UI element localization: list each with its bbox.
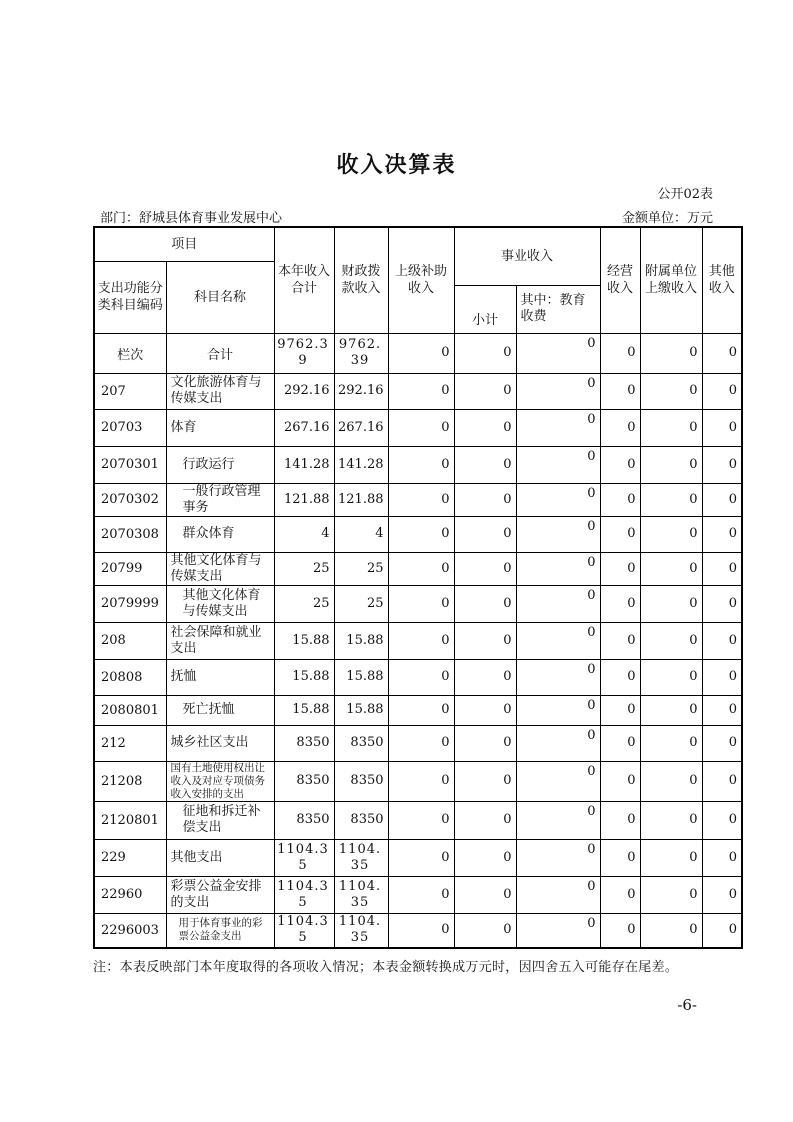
edu-fee-cell: 0 (516, 913, 600, 948)
other-cell: 0 (702, 585, 742, 622)
fiscal-cell: 9762.39 (334, 333, 388, 373)
code-cell: 2070308 (94, 516, 166, 552)
superior-cell: 0 (388, 695, 454, 725)
header-other: 其他收入 (702, 227, 742, 333)
subtotal-cell: 0 (454, 483, 516, 516)
table-row (94, 801, 742, 839)
other-cell: 0 (702, 801, 742, 839)
edu-fee-cell: 0 (516, 483, 600, 516)
operating-cell: 0 (600, 373, 640, 409)
other-cell: 0 (702, 839, 742, 876)
table-row (94, 761, 742, 801)
header-fiscal: 财政拨款收入 (334, 227, 388, 333)
subtotal-cell: 0 (454, 516, 516, 552)
edu-fee-cell: 0 (516, 516, 600, 552)
total-income-cell: 141.28 (274, 446, 334, 483)
superior-cell: 0 (388, 876, 454, 913)
other-cell: 0 (702, 761, 742, 801)
unit-label: 金额单位：万元 (621, 211, 713, 226)
subject-name-cell: 国有土地使用权出让收入及对应专项债务收入安排的支出 (166, 761, 274, 801)
table-row (94, 585, 742, 622)
total-row (94, 333, 742, 373)
other-cell: 0 (702, 552, 742, 585)
subject-name-cell: 群众体育 (166, 516, 274, 552)
affiliated-cell: 0 (640, 839, 702, 876)
superior-cell: 0 (388, 725, 454, 761)
fiscal-cell: 141.28 (334, 446, 388, 483)
table-row (94, 373, 742, 409)
subtotal-cell: 0 (454, 725, 516, 761)
subtotal-cell: 0 (454, 659, 516, 695)
fiscal-cell: 25 (334, 585, 388, 622)
operating-cell: 0 (600, 695, 640, 725)
subtotal-cell: 0 (454, 761, 516, 801)
total-income-cell: 1104.35 (274, 876, 334, 913)
fiscal-cell: 15.88 (334, 695, 388, 725)
subtotal-cell: 0 (454, 622, 516, 659)
other-cell: 0 (702, 446, 742, 483)
affiliated-cell: 0 (640, 659, 702, 695)
edu-fee-cell: 0 (516, 552, 600, 585)
total-income-cell: 292.16 (274, 373, 334, 409)
other-cell: 0 (702, 483, 742, 516)
header-item: 项目 (94, 227, 274, 261)
operating-cell: 0 (600, 516, 640, 552)
fiscal-cell: 25 (334, 552, 388, 585)
header-operating: 经营收入 (600, 227, 640, 333)
other-cell: 0 (702, 695, 742, 725)
fiscal-cell: 8350 (334, 725, 388, 761)
code-cell: 229 (94, 839, 166, 876)
subject-name-cell: 其他文化体育与传媒支出 (166, 585, 274, 622)
total-income-cell: 15.88 (274, 622, 334, 659)
edu-fee-cell: 0 (516, 761, 600, 801)
superior-cell: 0 (388, 333, 454, 373)
code-cell: 2079999 (94, 585, 166, 622)
affiliated-cell: 0 (640, 516, 702, 552)
superior-cell: 0 (388, 409, 454, 446)
operating-cell: 0 (600, 622, 640, 659)
subtotal-cell: 0 (454, 839, 516, 876)
other-cell: 0 (702, 516, 742, 552)
operating-cell: 0 (600, 446, 640, 483)
total-income-cell: 9762.39 (274, 333, 334, 373)
header-affiliated: 附属单位上缴收入 (640, 227, 702, 333)
total-income-cell: 8350 (274, 801, 334, 839)
table-body (94, 333, 742, 948)
fiscal-cell: 1104.35 (334, 839, 388, 876)
edu-fee-cell: 0 (516, 725, 600, 761)
superior-cell: 0 (388, 913, 454, 948)
code-cell: 20799 (94, 552, 166, 585)
subject-name-cell: 城乡社区支出 (166, 725, 274, 761)
superior-cell: 0 (388, 761, 454, 801)
affiliated-cell: 0 (640, 333, 702, 373)
superior-cell: 0 (388, 552, 454, 585)
affiliated-cell: 0 (640, 801, 702, 839)
other-cell: 0 (702, 876, 742, 913)
code-cell: 2296003 (94, 913, 166, 948)
affiliated-cell: 0 (640, 913, 702, 948)
header-edu-fee: 其中：教育收费 (516, 285, 600, 333)
code-cell: 2070302 (94, 483, 166, 516)
code-cell: 21208 (94, 761, 166, 801)
affiliated-cell: 0 (640, 622, 702, 659)
subject-name-cell: 一般行政管理事务 (166, 483, 274, 516)
edu-fee-cell: 0 (516, 585, 600, 622)
operating-cell: 0 (600, 761, 640, 801)
operating-cell: 0 (600, 483, 640, 516)
edu-fee-cell: 0 (516, 695, 600, 725)
subtotal-cell: 0 (454, 585, 516, 622)
table-row (94, 552, 742, 585)
table-row (94, 913, 742, 948)
fiscal-cell: 1104.35 (334, 913, 388, 948)
affiliated-cell: 0 (640, 552, 702, 585)
other-cell: 0 (702, 913, 742, 948)
superior-cell: 0 (388, 801, 454, 839)
affiliated-cell: 0 (640, 725, 702, 761)
other-cell: 0 (702, 409, 742, 446)
header-func-code: 支出功能分类科目编码 (94, 261, 166, 333)
code-cell: 2080801 (94, 695, 166, 725)
operating-cell: 0 (600, 552, 640, 585)
affiliated-cell: 0 (640, 409, 702, 446)
total-income-cell: 267.16 (274, 409, 334, 446)
affiliated-cell: 0 (640, 373, 702, 409)
other-cell: 0 (702, 622, 742, 659)
header-subject-name: 科目名称 (166, 261, 274, 333)
operating-cell: 0 (600, 801, 640, 839)
total-income-cell: 121.88 (274, 483, 334, 516)
total-income-cell: 8350 (274, 725, 334, 761)
code-cell: 20808 (94, 659, 166, 695)
superior-cell: 0 (388, 483, 454, 516)
table-row (94, 839, 742, 876)
operating-cell: 0 (600, 659, 640, 695)
subject-name-cell: 文化旅游体育与传媒支出 (166, 373, 274, 409)
subject-name-cell: 其他文化体育与传媒支出 (166, 552, 274, 585)
fiscal-cell: 15.88 (334, 659, 388, 695)
total-income-cell: 1104.35 (274, 839, 334, 876)
code-cell: 20703 (94, 409, 166, 446)
operating-cell: 0 (600, 913, 640, 948)
edu-fee-cell: 0 (516, 876, 600, 913)
superior-cell: 0 (388, 839, 454, 876)
subject-name-cell: 合计 (166, 333, 274, 373)
fiscal-cell: 121.88 (334, 483, 388, 516)
edu-fee-cell: 0 (516, 446, 600, 483)
footnote: 注：本表反映部门本年度取得的各项收入情况；本表金额转换成万元时，因四舍五入可能存在尾差。 (93, 960, 679, 975)
edu-fee-cell: 0 (516, 801, 600, 839)
operating-cell: 0 (600, 333, 640, 373)
other-cell: 0 (702, 659, 742, 695)
income-table (93, 226, 743, 949)
total-income-cell: 1104.35 (274, 913, 334, 948)
other-cell: 0 (702, 373, 742, 409)
page-number: -6- (677, 996, 697, 1014)
edu-fee-cell: 0 (516, 622, 600, 659)
header-subtotal: 小计 (454, 285, 516, 333)
other-cell: 0 (702, 333, 742, 373)
subtotal-cell: 0 (454, 409, 516, 446)
subtotal-cell: 0 (454, 876, 516, 913)
operating-cell: 0 (600, 876, 640, 913)
code-cell: 208 (94, 622, 166, 659)
subtotal-cell: 0 (454, 695, 516, 725)
page-title: 收入决算表 (336, 152, 457, 178)
operating-cell: 0 (600, 409, 640, 446)
department-label: 部门：舒城县体育事业发展中心 (100, 211, 283, 226)
code-cell: 212 (94, 725, 166, 761)
code-cell: 207 (94, 373, 166, 409)
edu-fee-cell: 0 (516, 659, 600, 695)
table-row (94, 516, 742, 552)
total-income-cell: 4 (274, 516, 334, 552)
subject-name-cell: 死亡抚恤 (166, 695, 274, 725)
fiscal-cell: 267.16 (334, 409, 388, 446)
header-total: 本年收入合计 (274, 227, 334, 333)
superior-cell: 0 (388, 516, 454, 552)
table-row (94, 622, 742, 659)
operating-cell: 0 (600, 839, 640, 876)
total-income-cell: 25 (274, 585, 334, 622)
subtotal-cell: 0 (454, 373, 516, 409)
affiliated-cell: 0 (640, 761, 702, 801)
subject-name-cell: 抚恤 (166, 659, 274, 695)
subtotal-cell: 0 (454, 446, 516, 483)
fiscal-cell: 1104.35 (334, 876, 388, 913)
fiscal-cell: 4 (334, 516, 388, 552)
table-row (94, 483, 742, 516)
table-row (94, 725, 742, 761)
affiliated-cell: 0 (640, 446, 702, 483)
affiliated-cell: 0 (640, 585, 702, 622)
superior-cell: 0 (388, 446, 454, 483)
operating-cell: 0 (600, 585, 640, 622)
table-row (94, 695, 742, 725)
superior-cell: 0 (388, 373, 454, 409)
code-cell: 22960 (94, 876, 166, 913)
operating-cell: 0 (600, 725, 640, 761)
subject-name-cell: 社会保障和就业支出 (166, 622, 274, 659)
superior-cell: 0 (388, 659, 454, 695)
edu-fee-cell: 0 (516, 409, 600, 446)
subject-name-cell: 体育 (166, 409, 274, 446)
code-cell: 2120801 (94, 801, 166, 839)
subject-name-cell: 其他支出 (166, 839, 274, 876)
row-label-cell: 栏次 (94, 333, 166, 373)
affiliated-cell: 0 (640, 695, 702, 725)
total-income-cell: 15.88 (274, 695, 334, 725)
superior-cell: 0 (388, 585, 454, 622)
header-superior: 上级补助收入 (388, 227, 454, 333)
code-cell: 2070301 (94, 446, 166, 483)
edu-fee-cell: 0 (516, 839, 600, 876)
subtotal-cell: 0 (454, 333, 516, 373)
fiscal-cell: 15.88 (334, 622, 388, 659)
total-income-cell: 25 (274, 552, 334, 585)
subject-name-cell: 行政运行 (166, 446, 274, 483)
total-income-cell: 15.88 (274, 659, 334, 695)
superior-cell: 0 (388, 622, 454, 659)
subject-name-cell: 彩票公益金安排的支出 (166, 876, 274, 913)
table-row (94, 659, 742, 695)
fiscal-cell: 292.16 (334, 373, 388, 409)
table-row (94, 446, 742, 483)
total-income-cell: 8350 (274, 761, 334, 801)
subject-name-cell: 用于体育事业的彩票公益金支出 (166, 913, 274, 948)
form-number: 公开02表 (657, 187, 713, 202)
table-row (94, 876, 742, 913)
subtotal-cell: 0 (454, 552, 516, 585)
affiliated-cell: 0 (640, 483, 702, 516)
subject-name-cell: 征地和拆迁补偿支出 (166, 801, 274, 839)
affiliated-cell: 0 (640, 876, 702, 913)
subtotal-cell: 0 (454, 913, 516, 948)
fiscal-cell: 8350 (334, 801, 388, 839)
table-row (94, 409, 742, 446)
subtotal-cell: 0 (454, 801, 516, 839)
edu-fee-cell: 0 (516, 333, 600, 373)
other-cell: 0 (702, 725, 742, 761)
edu-fee-cell: 0 (516, 373, 600, 409)
header-business: 事业收入 (454, 227, 600, 285)
fiscal-cell: 8350 (334, 761, 388, 801)
